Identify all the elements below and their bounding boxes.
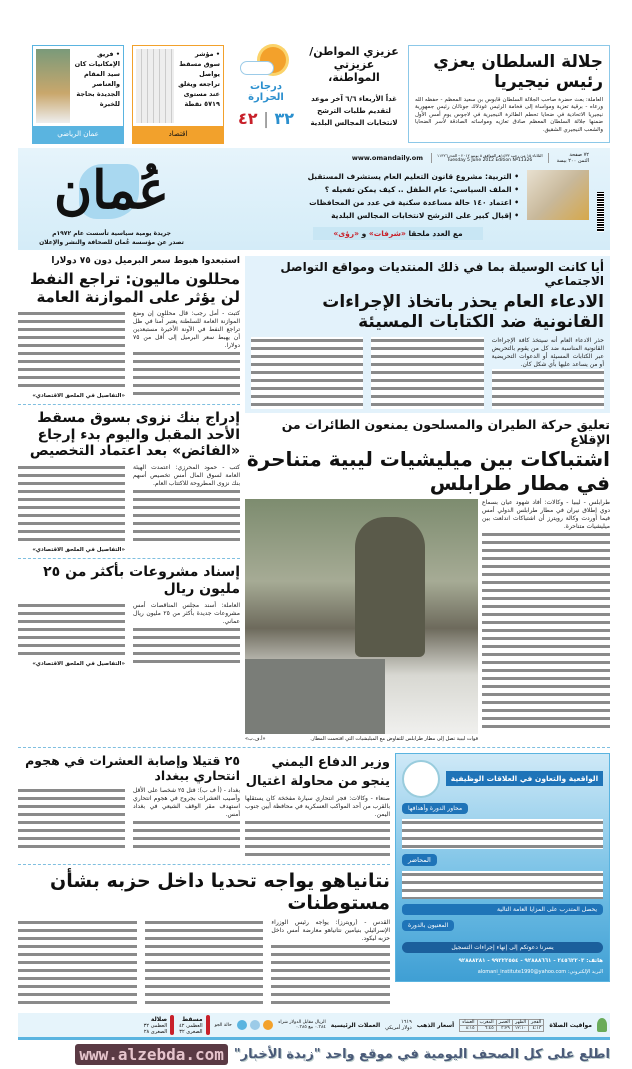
sports-teaser[interactable]	[32, 45, 124, 144]
prosecution-story	[245, 256, 610, 413]
bullet-item[interactable]: • الملف السياسي: عام الطفل .. كيف يمكن تفعيله ؟	[324, 185, 519, 194]
truck-window	[245, 659, 385, 734]
institute-logo	[402, 760, 440, 798]
tripoli-kicker: تعليق حركة الطيران والمسلحون يمنعون الطائرات من الإقلاع	[281, 416, 610, 447]
website[interactable]: www.omandaily.om	[351, 154, 423, 162]
prosecution-body	[251, 337, 363, 409]
tripoli-caption: قوات ليبية تصل إلى مطار طرابلس للتفاوض مع الميليشيات التي اقتحمت المطار. «أ.ف.ب»	[245, 735, 478, 742]
tagline: جريدة يومية سياسية تأسست عام ١٩٧٢م	[52, 230, 171, 237]
thermometer-icon	[206, 1015, 210, 1035]
gunner-figure	[355, 517, 425, 657]
bank-more[interactable]: «التفاصيل في الملحق الاقتصادي»	[32, 547, 125, 554]
market-chart-icon	[136, 49, 174, 123]
ad-text	[402, 819, 603, 849]
baghdad-story	[18, 753, 240, 851]
prosecution-kicker: أيا كانت الوسيلة بما في ذلك المنتديات ومواقع التواصل الاجتماعي	[280, 260, 604, 289]
yemen-headline[interactable]: وزير الدفاع اليمني ينجو من محاولة اغتيال	[245, 754, 390, 789]
thermometer-icon	[170, 1015, 174, 1035]
masthead	[18, 148, 610, 250]
tripoli-headline[interactable]: اشتباكات بين ميليشيات ليبية متناحرة في مطار طرابلس	[246, 446, 610, 495]
oil-lead: كتبت - أمل رجب: قال محللون إن وضع الموازنة العامة للسلطنة يعتبر آمنا في ظل تراجع النفط في الآونة الأخيرة مستبعدين أن يهبط سعر البرميل إلى أقل من ٧٥ دولارا.	[133, 309, 240, 349]
oil-story	[18, 256, 240, 399]
projects-body	[18, 602, 125, 658]
baghdad-body	[133, 819, 240, 851]
baghdad-headline[interactable]: ٢٥ قتيلا وإصابة العشرات في هجوم انتحاري ببغداد	[25, 752, 240, 783]
institute-ad[interactable]	[395, 753, 610, 982]
tripoli-photo	[245, 499, 478, 734]
bank-body	[133, 488, 240, 544]
info-bar	[18, 1013, 610, 1040]
logo[interactable]: عُمان	[53, 160, 170, 221]
yemen-story	[245, 753, 390, 859]
publisher: تصدر عن مؤسسة عُمان للصحافة والنشر والإعلان	[39, 239, 184, 246]
oil-more[interactable]: «التفاصيل في الملحق الاقتصادي»	[32, 392, 125, 399]
market-section: اقتصاد	[133, 126, 223, 143]
currency-label: العملات الرئيسية	[330, 1021, 381, 1029]
ad-phones: هاتف: ٢٤٥٦٢٢٠٣ - ٩٢٨٨٨٦٦١ - ٩٩٢٢٢٥٥٤ - ٩٢٨٨٨٢٨١	[458, 957, 603, 964]
teaser-photo	[527, 170, 589, 220]
oil-kicker: استبعدوا هبوط سعر البرميل دون ٧٥ دولارا	[51, 256, 240, 266]
projects-lead: العاملة: أسند مجلس المناقصات أمس مشروعات جديدة بأكثر من ٢٥ مليون ريال عماني.	[133, 601, 240, 625]
citizen-text: غداً الأربعاء ٦/٦ آخر موعد لتقديم طلبات الترشح لانتخابات المجالس البلدية	[310, 94, 398, 127]
weather-title: حالة الجو	[214, 1022, 232, 1028]
prosecution-headline[interactable]: الادعاء العام يحذر باتخاذ الإجراءات القانونية ضد الكتابات المسيئة	[322, 291, 604, 333]
yemen-body	[245, 819, 390, 859]
market-teaser[interactable]	[132, 45, 224, 144]
teaser-bullets	[207, 170, 519, 222]
netanyahu-headline[interactable]: نتانياهو يواجه تحديا داخل حزبه بشأن مستوطنات	[50, 869, 390, 915]
projects-story	[18, 564, 240, 667]
weather-icons	[237, 1020, 273, 1030]
gold-label: أسعار الذهب	[416, 1021, 455, 1029]
ad-text	[402, 871, 603, 899]
sultan-box	[408, 45, 610, 143]
prosecution-body	[492, 369, 604, 409]
date-ar: الثلاثاء ١٥ من رجب ١٤٣٣هـ الموافق ٥ يونيو ٢٠١٢ - العدد ١١٣٢٦	[437, 153, 543, 158]
banner-url[interactable]: www.alzebda.com	[75, 1044, 228, 1065]
yemen-lead: صنعاء - وكالات: فجر انتحاري سيارة مفخخة كان يستقلها بالقرب من أحد المواكب العسكرية في محافظة أبين جنوب اليمن.	[245, 794, 390, 818]
banner-text: اطلع على كل الصحف اليومية في موقع واحد "زبدة الأخبار"	[233, 1047, 610, 1063]
netanyahu-body	[18, 919, 137, 1007]
netanyahu-body	[271, 943, 390, 1007]
oil-headline[interactable]: محللون ماليون: تراجع النفط لن يؤثر على الموازنة العامة	[29, 269, 240, 306]
ad-email[interactable]: البريد الإلكتروني: alomani_institute1990@yahoo.com	[477, 968, 603, 975]
tripoli-lead: طرابلس - ليبيا - وكالات: أفاد شهود عيان بسماع دوي إطلاق نيران في مطار طرابلس الدولي أمس فيما أوردت وكالة رويترز أن اشتباكات اندلعت بين ميليشيات متناحرة.	[482, 498, 610, 530]
main-row-b	[18, 753, 610, 1008]
sultan-lead: العاملة: بعث حضرة صاحب الجلالة السلطان قابوس بن سعيد المعظم - حفظه الله ورعاه - برقية تعزية ومواساة إلى فخامة الرئيس غودلاك جوناثان رئيس جمهورية نيجيريا الاتحادية في ضحايا تحطم الطائرة النيجيرية في لاجوس يوم أمس الأول ضمنها جلالة السلطان المعظم صادق تعازيه ومواساته الصادقة لأسر الضحايا والشعب النيجيري الشقيق.	[415, 96, 603, 133]
prosecution-lead: حذر الادعاء العام أنه سيتخذ كافة الإجراءات القانونية المناسبة ضد كل من يقوم بالتحريض عبر الكتابات المسيئة أو الدعوات التحريضية أو من يساعد عليها بأي شكل كان.	[491, 336, 604, 368]
baghdad-lead: بغداد - (أ ف ب): قتل ٢٥ شخصا على الأقل وأصيب العشرات بجروح في هجوم انتحاري استهدف مقر الوقف الشيعي في بغداد أمس.	[133, 786, 240, 818]
weather-label: درجات الحرارة	[248, 81, 284, 103]
baghdad-body	[18, 787, 125, 851]
prayer-table: الفجر الظهر العصر المغرب العشاء ٤:١٣ ١٢:١٠ ٣:٢٩ ٦:٤٥ ٨:١٥	[459, 1019, 544, 1032]
top-teasers	[18, 45, 610, 144]
bank-body	[18, 464, 125, 544]
banner	[18, 1044, 610, 1065]
sports-section: عمان الرياضي	[33, 126, 123, 143]
bank-story	[18, 410, 240, 553]
ad-cta[interactable]: يسرنا دعوتكم إلى إنهاء إجراءات التسجيل	[402, 942, 603, 953]
citizen-notice	[308, 45, 400, 129]
bullet-item[interactable]: • إقبال كبير على الترشح لانتخابات المجالس البلدية	[331, 211, 519, 220]
bullet-item[interactable]: • التربية: مشروع قانون التعليم العام يستشرف المستقبل	[307, 172, 519, 181]
currency-text: الريال مقابل الدولار شراء ٠.٣٨٤ بيع ٠.٣٨٥	[278, 1020, 326, 1031]
sultan-headline[interactable]: جلالة السلطان يعزي رئيس نيجيريا	[433, 52, 603, 93]
bank-headline[interactable]: إدراج بنك نزوى بسوق مسقط الأحد المقبل واليوم بدء إرجاع «الفائض» بعد اعتماد التخصيص	[29, 409, 240, 460]
projects-headline[interactable]: إسناد مشروعات بأكثر من ٢٥ مليون ريال	[43, 564, 240, 597]
supplement-note: مع العدد ملحقا «شرفات» و «رؤى»	[313, 227, 483, 240]
netanyahu-story	[18, 870, 390, 1008]
projects-body	[133, 626, 240, 666]
netanyahu-body	[145, 919, 264, 1007]
sports-text: • فريق الإمكانيات كان سيد المقام والعناصر الجديدة بحاجة للخبرة	[74, 50, 120, 108]
prayer-label: مواقيت الصلاة	[549, 1021, 592, 1029]
prosecution-body	[371, 337, 483, 409]
oil-body	[18, 310, 125, 390]
projects-more[interactable]: «التفاصيل في الملحق الاقتصادي»	[32, 660, 125, 667]
sun-cloud-icon	[232, 45, 300, 81]
netanyahu-lead: القدس - (رويترز): يواجه رئيس الوزراء الإسرائيلي بنيامين نتانياهو معارضة أمس داخل حزبه ليكود.	[271, 919, 390, 943]
ad-section: المعنيون بالدورة	[402, 920, 454, 931]
main-row-a	[18, 256, 610, 742]
citizen-title: عزيزي المواطن/ عزيزتي المواطنة،	[309, 45, 399, 85]
ad-section: المحاضر	[402, 854, 437, 866]
mosque-icon	[597, 1018, 607, 1032]
price: الثمن ٢٠٠ بيسة	[556, 158, 589, 164]
city-weather: صلالة العظمى ٣٢ الصغرى ٢٨	[144, 1015, 174, 1035]
market-text: • مؤشر سوق مسقط يواصل تراجعه ويغلق عند مستوى ٥٧١٩ نقطة	[178, 50, 220, 108]
page-count: ٧٢ صفحة	[569, 152, 589, 158]
weather-widget: درجات الحرارة ٣٢ | ٤٢	[232, 45, 300, 128]
date-en: Tuesday 5 June 2012 Edition Nº11326	[447, 158, 533, 163]
city-weather: مسقط العظمى ٤٢ الصغرى ٣٢	[179, 1015, 209, 1035]
sports-photo	[36, 49, 70, 123]
gold-unit: دولار أمريكي	[385, 1025, 412, 1032]
tripoli-body	[482, 531, 610, 731]
gold-price: ١٦١٩	[401, 1019, 412, 1026]
oil-body	[133, 350, 240, 398]
bank-lead: كتب - حمود المحرزي: اعتمدت الهيئة العامة لسوق المال أمس تخصيص أسهم بنك نزوى المطروحة للاكتتاب العام.	[133, 464, 240, 488]
bullet-item[interactable]: • اعتماد ١٤٠ حالة مساعدة سكنية في عدد من المحافظات	[309, 198, 519, 207]
ad-section: يحصل المتدرب على المزايا العامة التالية	[402, 904, 603, 915]
ad-section: محاور الدورة وأهدافها	[402, 803, 468, 814]
barcode-icon	[597, 192, 604, 232]
weather-high: ٤٢	[237, 109, 258, 128]
weather-low: ٣٢	[274, 109, 295, 128]
ad-title: الواقعية والتعاون في العلاقات الوظيفية	[446, 771, 603, 786]
